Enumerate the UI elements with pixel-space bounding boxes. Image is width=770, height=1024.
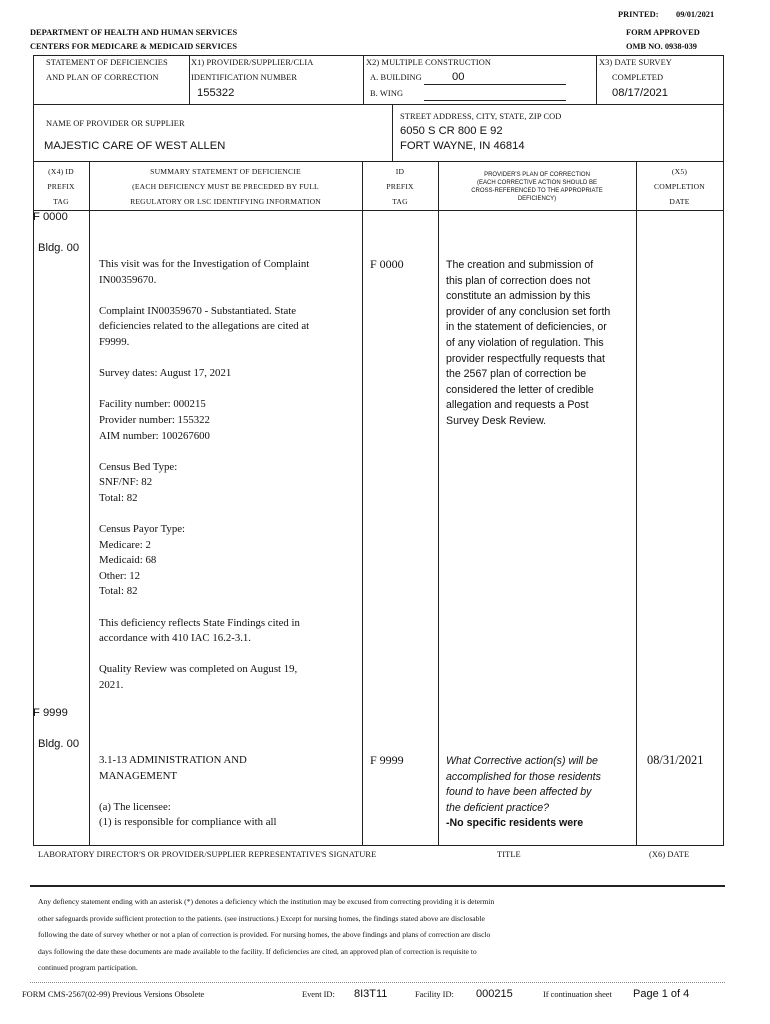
id-header-1: ID xyxy=(395,167,405,176)
plan-line: Survey Desk Review. xyxy=(446,414,547,427)
disclaimer-line: other safeguards provide sufficient protection to the patients. (see instructions.) Except for nursing homes, the findings stated above are disclosable xyxy=(38,913,485,923)
summary-line: Quality Review was completed on August 19, xyxy=(99,663,298,676)
f9999-tag: F 9999 xyxy=(33,707,68,719)
plan-line: accomplished for those residents xyxy=(446,770,601,783)
plan-line: provider respectfully requests that xyxy=(446,352,605,365)
omb-number: OMB NO. 0938-039 xyxy=(626,42,697,51)
plan-header-3: CROSS-REFERENCED TO THE APPROPRIATE xyxy=(471,188,603,194)
summary-line: Survey dates: August 17, 2021 xyxy=(99,367,232,380)
plan-line: The creation and submission of xyxy=(446,259,594,271)
summary-line: (1) is responsible for compliance with all xyxy=(99,816,277,829)
summary-line xyxy=(99,288,309,304)
facility-id-value: 000215 xyxy=(476,988,513,1000)
event-id-label: Event ID: xyxy=(302,990,335,999)
summary-line: SNF/NF: 82 xyxy=(99,476,153,489)
f9999-id-tag: F 9999 xyxy=(370,753,404,767)
plan-line: provider of any conclusion set forth xyxy=(446,305,611,318)
wing-label: B. WING xyxy=(370,89,404,98)
centers-name: CENTERS FOR MEDICARE & MEDICAID SERVICES xyxy=(30,42,238,51)
summary-line xyxy=(99,382,309,398)
plan-header-2: (EACH CORRECTIVE ACTION SHOULD BE xyxy=(476,180,598,186)
disclaimer-line: Any defiency statement ending with an asterisk (*) denotes a deficiency which the institution may be excused from correcting providing it is determin xyxy=(38,897,495,906)
plan-line: in the statement of deficiencies, or xyxy=(446,321,607,334)
event-id-value: 8I3T11 xyxy=(354,988,388,1000)
f0000-tag: F 0000 xyxy=(33,211,68,223)
f9999-building: Bldg. 00 xyxy=(38,738,80,750)
plan-header-4: DEFICIENCY) xyxy=(517,196,557,202)
summary-line: IN00359670. xyxy=(99,273,157,286)
building-value: 00 xyxy=(452,71,465,83)
address-street: 6050 S CR 800 E 92 xyxy=(400,125,503,137)
x5-header-1: (X5) xyxy=(671,167,688,176)
title-label: TITLE xyxy=(497,850,521,859)
summary-line: Total: 82 xyxy=(99,585,138,598)
disclaimer-line: following the date of survey whether or not a plan of correction is provided. For nursing homes, the above findings and plans of correction are disclo xyxy=(38,930,491,940)
department-name: DEPARTMENT OF HEALTH AND HUMAN SERVICES xyxy=(30,28,238,37)
x4-header-1: (X4) ID xyxy=(48,167,74,176)
x4-header-2: PREFIX xyxy=(47,182,75,191)
survey-completed-date: 08/17/2021 xyxy=(612,87,668,99)
disclaimer-line: continued program participation. xyxy=(38,963,138,973)
x5-header-3: DATE xyxy=(669,197,690,206)
summary-line: MANAGEMENT xyxy=(99,769,177,782)
signature-label: LABORATORY DIRECTOR'S OR PROVIDER/SUPPLIER REPRESENTATIVE'S SIGNATURE xyxy=(38,850,377,859)
x3-completed-label: COMPLETED xyxy=(612,73,664,82)
provider-name-label: NAME OF PROVIDER OR SUPPLIER xyxy=(46,119,185,128)
summary-line: deficiencies related to the allegations are cited at xyxy=(99,320,310,333)
summary-line: Medicaid: 68 xyxy=(99,554,157,567)
summary-line xyxy=(99,600,309,616)
summary-line: 2021. xyxy=(99,679,124,692)
statement-label-2: AND PLAN OF CORRECTION xyxy=(46,73,159,82)
statement-label-1: STATEMENT OF DEFICIENCIES xyxy=(46,58,168,67)
summary-line xyxy=(99,351,309,367)
building-label: A. BUILDING xyxy=(370,73,422,82)
summary-line xyxy=(99,647,309,663)
x3-label: X3) DATE SURVEY xyxy=(599,58,672,67)
form-number: FORM CMS-2567(02-99) Previous Versions Obsolete xyxy=(22,990,205,999)
summary-line: F9999. xyxy=(99,335,130,348)
x4-header-3: TAG xyxy=(53,197,69,206)
id-header-3: TAG xyxy=(392,197,408,206)
x5-header-2: COMPLETION xyxy=(654,182,705,191)
plan-line: the deficient practice? xyxy=(446,801,550,814)
summary-line xyxy=(99,784,277,800)
summary-line: Provider number: 155322 xyxy=(99,413,210,426)
plan-line: of any violation of regulation. This xyxy=(446,336,604,349)
x1-label-1: X1) PROVIDER/SUPPLIER/CLIA xyxy=(191,58,314,67)
provider-name: MAJESTIC CARE OF WEST ALLEN xyxy=(44,140,226,152)
summary-line: (a) The licensee: xyxy=(99,800,171,813)
f9999-plan-bold: -No specific residents were xyxy=(446,817,584,829)
plan-line: constitute an admission by this xyxy=(446,290,591,303)
plan-line: the 2567 plan of correction be xyxy=(446,368,587,381)
printed-date: 09/01/2021 xyxy=(676,10,715,19)
summary-line: Facility number: 000215 xyxy=(99,398,206,411)
f0000-summary xyxy=(99,257,309,694)
x6-date-label: (X6) DATE xyxy=(649,850,690,859)
provider-number: 155322 xyxy=(197,87,235,99)
disclaimer xyxy=(38,894,494,977)
plan-line: considered the letter of credible xyxy=(446,383,594,396)
summary-header-3: REGULATORY OR LSC IDENTIFYING INFORMATION xyxy=(130,197,321,206)
f9999-plan xyxy=(446,754,601,816)
plan-line: found to have been affected by xyxy=(446,786,592,799)
page-number: Page 1 of 4 xyxy=(633,988,690,1000)
address-label: STREET ADDRESS, CITY, STATE, ZIP COD xyxy=(400,112,562,121)
f9999-completion-date: 08/31/2021 xyxy=(647,753,704,767)
footer-divider xyxy=(30,982,725,983)
x1-label-2: IDENTIFICATION NUMBER xyxy=(191,73,298,82)
summary-line: Total: 82 xyxy=(99,491,138,504)
continuation-label: If continuation sheet xyxy=(543,990,612,999)
plan-header-1: PROVIDER'S PLAN OF CORRECTION xyxy=(484,172,590,178)
summary-line: Census Bed Type: xyxy=(99,460,178,473)
printed-label: PRINTED: xyxy=(618,10,659,19)
disclaimer-line: days following the date these documents are made available to the facility. If deficiencies are cited, an approved plan of correction is requisite to xyxy=(38,946,477,956)
f9999-summary xyxy=(99,753,277,831)
x2-label: X2) MULTIPLE CONSTRUCTION xyxy=(366,58,492,67)
summary-line xyxy=(99,507,309,523)
plan-line: this plan of correction does not xyxy=(446,274,591,287)
address-city: FORT WAYNE, IN 46814 xyxy=(400,140,525,152)
summary-line: Complaint IN00359670 - Substantiated. State xyxy=(99,304,297,317)
summary-header-1: SUMMARY STATEMENT OF DEFICIENCIE xyxy=(150,167,301,176)
f0000-id-tag: F 0000 xyxy=(370,257,404,271)
form-approved: FORM APPROVED xyxy=(626,28,700,37)
plan-line: allegation and requests a Post xyxy=(446,399,589,412)
summary-line: Census Payor Type: xyxy=(99,523,186,536)
f0000-building: Bldg. 00 xyxy=(38,242,80,254)
summary-line: Other: 12 xyxy=(99,569,141,582)
summary-line: 3.1-13 ADMINISTRATION AND xyxy=(99,754,247,766)
summary-line: AIM number: 100267600 xyxy=(99,429,210,442)
f0000-plan xyxy=(446,258,610,430)
summary-line: This deficiency reflects State Findings cited in xyxy=(99,616,300,629)
summary-line: This visit was for the Investigation of Complaint xyxy=(99,258,310,270)
summary-line: Medicare: 2 xyxy=(99,538,151,551)
id-header-2: PREFIX xyxy=(386,182,414,191)
summary-line xyxy=(99,444,309,460)
summary-line: accordance with 410 IAC 16.2-3.1. xyxy=(99,632,252,645)
summary-header-2: (EACH DEFICIENCY MUST BE PRECEDED BY FULL xyxy=(132,182,319,191)
plan-line: What Corrective action(s) will be xyxy=(446,755,598,767)
facility-id-label: Facility ID: xyxy=(415,990,454,999)
